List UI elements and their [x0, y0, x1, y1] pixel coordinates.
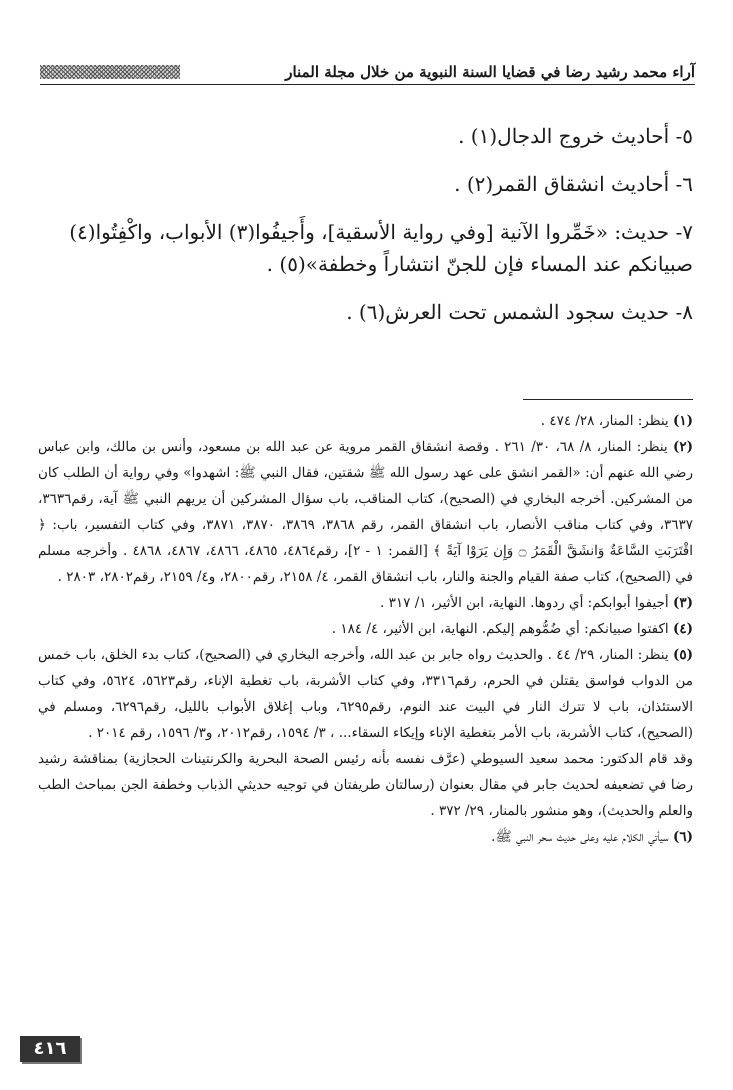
item-text: ٦- أحاديث انشقاق القمر(٢) .: [454, 172, 693, 196]
footnote-continuation: وقد قام الدكتور: محمد سعيد السيوطي (عرَّف نفسه بأنه رئيس الصحة البحرية والكرنتينات الحجازية) بمناقشة رشيد رضا في تضعيفه لحديث جابر في مقال بعنوان (رسالتان طريفتان في توجيه حديثي الذباب وخطفة الجن بمباحث الطب والعلم والحديث)، وهو منشور بالمنار، ٢٩/ ٣٧٢ .: [38, 751, 693, 819]
footnote-text: أجيفوا أبوابكم: أي ردوها. النهاية، ابن الأثير، ١/ ٣١٧ .: [380, 595, 669, 611]
main-text: [38, 120, 693, 344]
header-title: آراء محمد رشيد رضا في قضايا السنة النبوية من خلال مجلة المنار: [285, 63, 695, 81]
footnote: [38, 642, 693, 746]
footnote: [38, 824, 693, 850]
footnote: [38, 590, 693, 616]
list-item: [38, 216, 693, 280]
running-header: [40, 62, 695, 85]
footnote-divider: [523, 399, 693, 400]
item-text: ٨- حديث سجود الشمس تحت العرش(٦) .: [346, 300, 693, 324]
page-number: ٤١٦: [20, 1036, 80, 1062]
footnote: [38, 434, 693, 590]
list-item: [38, 168, 693, 200]
footnote: [38, 408, 693, 434]
footnote-number: (٣): [672, 595, 693, 611]
footnote-text: اكفتوا صبيانكم: أي ضُمُّوهم إليكم. النهاية، ابن الأثير، ٤/ ١٨٤ .: [331, 621, 669, 637]
list-item: [38, 120, 693, 152]
footnote-number: (٢): [672, 439, 694, 455]
footnotes: [38, 408, 693, 850]
footnote-text: ينظر: المنار، ٢٩/ ٤٤ . والحديث رواه جابر بن عبد الله، وأخرجه البخاري في (الصحيح)، كتاب بدء الخلق، باب خمس من الدواب فواسق يقتلن في الحرم، رقم٣٣١٦، وفي كتاب الأشربة، باب تغطية الإناء، رقم٥٦٢٣، ٥٦٢٤، وفي كتاب الاستئذان، باب لا تترك النار في البيت عند النوم، رقم٦٢٩٥، وباب إغلاق الأبواب بالليل، رقم٦٢٩٦، ومسلم في (الصحيح)، كتاب الأشربة، باب الأمر بتغطية الإناء وإيكاء السقاء... ، ٣/ ١٥٩٤، رقم٢٠١٢، و٣/ ١٥٩٦، رقم ٢٠١٤ .: [38, 647, 693, 741]
footnote-number: (١): [672, 413, 693, 429]
list-item: [38, 296, 693, 328]
item-text: ٥- أحاديث خروج الدجال(١) .: [458, 124, 693, 148]
header-ornament: [40, 65, 180, 79]
item-text: ٧- حديث: «خَمِّروا الآنية [وفي رواية الأسقية]، وأَجيفُوا(٣) الأبواب، واكْفِتُوا(٤) صبيانكم عند المساء فإن للجنّ انتشاراً وخطفة»(٥) .: [69, 220, 693, 276]
footnote-text: سيأتي الكلام عليه وعلى حديث سحر النبي ﷺ.: [491, 829, 669, 845]
footnote-text: ينظر: المنار، ٨/ ٦٨، ٣٠/ ٢٦١ . وقصة انشقاق القمر مروية عن عبد الله بن مسعود، وأنس بن مالك، وابن عباس رضي الله عنهم أن: «القمر انشق على عهد رسول الله ﷺ شقتين، فقال النبي ﷺ: اشهدوا» وفي رواية أن الطلب كان من المشركين. أخرجه البخاري في (الصحيح)، كتاب المناقب، باب سؤال المشركين أن يريهم النبي ﷺ آية، رقم٣٦٣٦، ٣٦٣٧، وفي كتاب مناقب الأنصار، باب انشقاق القمر، رقم ٣٨٦٨، ٣٨٦٩، ٣٨٧٠، ٣٨٧١، وفي كتاب التفسير، باب: ﴿ اقْتَرَبَتِ السَّاعَةُ وَانشَقَّ الْقَمَرُ ۝ وَإِن يَرَوْا آيَةً ﴾ [القمر: ١ - ٢]، رقم٤٨٦٤، ٤٨٦٥، ٤٨٦٦، ٤٨٦٧، ٤٨٦٨ . وأخرجه مسلم في (الصحيح)، كتاب صفة القيام والجنة والنار، باب انشقاق القمر، ٤/ ٢١٥٨، رقم٢٨٠٠، و٤/ ٢١٥٩، رقم٢٨٠٢، ٢٨٠٣ .: [38, 439, 693, 585]
footnote-number: (٥): [672, 647, 694, 663]
footnote-number: (٤): [672, 621, 693, 637]
footnote: [38, 616, 693, 642]
footnote-number: (٦): [672, 829, 693, 845]
footnote-text: ينظر: المنار، ٢٨/ ٤٧٤ .: [540, 413, 669, 429]
